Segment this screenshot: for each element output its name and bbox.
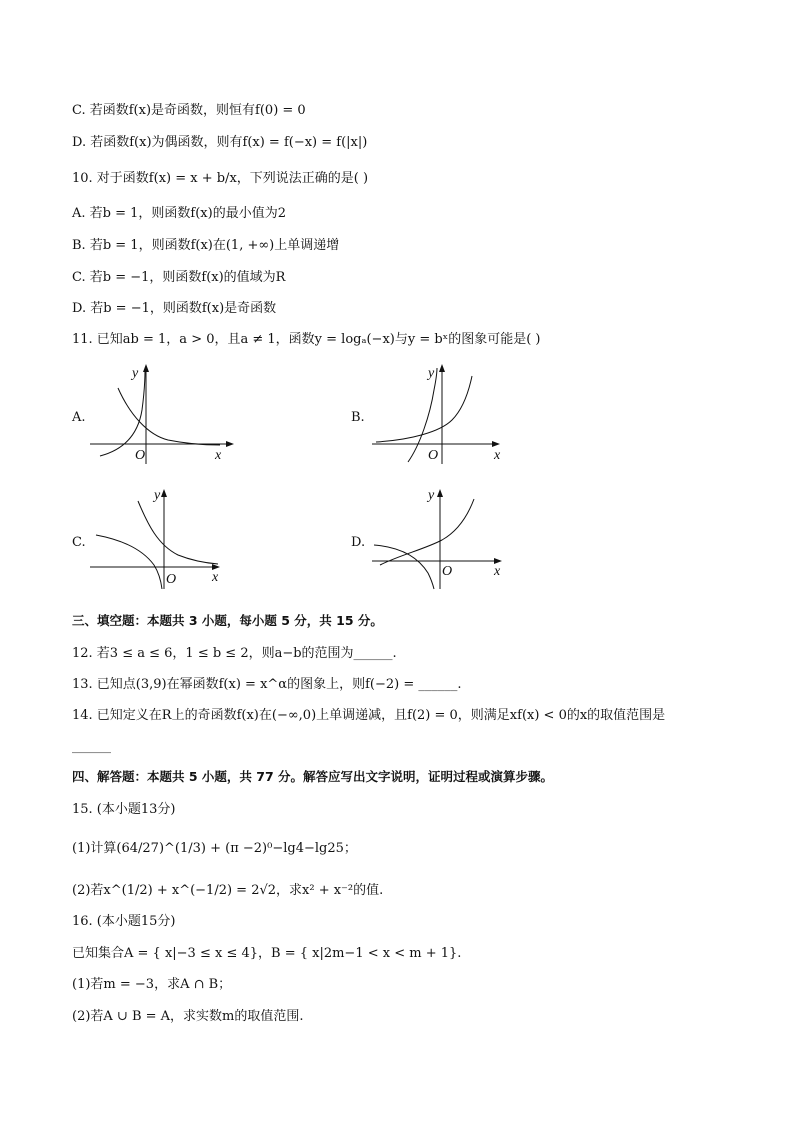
graph-d [370, 485, 520, 590]
graph-d-origin: O [442, 564, 453, 579]
section-4-heading: 四、解答题：本题共 5 小题，共 77 分。解答应写出文字说明，证明过程或演算步骤。 [72, 769, 554, 784]
q13: 13. 已知点(3,9)在幂函数f(x) = x^α的图象上，则f(−2) = ______. [72, 677, 462, 692]
graph-d-x-label: x [494, 564, 501, 579]
graph-d-label: D. [351, 535, 366, 550]
section-3-heading: 三、填空题：本题共 3 小题，每小题 5 分，共 15 分。 [72, 613, 383, 628]
q10-option-b: B. 若b = 1，则函数f(x)在(1, +∞)上单调递增 [72, 238, 340, 253]
graph-c-origin: O [166, 572, 177, 587]
q14-blank: ______ [72, 739, 111, 754]
q14: 14. 已知定义在R上的奇函数f(x)在(−∞,0)上单调递减，且f(2) = 0，则满足xf(x) < 0的x的取值范围是 [72, 708, 666, 723]
q16-stem: 已知集合A = { x|−3 ≤ x ≤ 4}，B = { x|2m−1 < x < m + 1}. [72, 946, 462, 961]
graph-c-x-label: x [212, 570, 219, 585]
q16-head: 16. (本小题15分) [72, 914, 176, 929]
q10-option-c: C. 若b = −1，则函数f(x)的值域为R [72, 270, 286, 285]
graph-c-y-label: y [154, 488, 161, 503]
q16-part2: (2)若A ∪ B = A，求实数m的取值范围. [72, 1009, 304, 1024]
graph-b-x-label: x [494, 448, 501, 463]
graph-b-origin: O [428, 448, 439, 463]
graph-a [88, 360, 238, 465]
q15-part2: (2)若x^(1/2) + x^(−1/2) = 2√2，求x² + x⁻²的值. [72, 883, 384, 898]
graph-c-label: C. [72, 535, 86, 550]
q15-part1: (1)计算(64/27)^(1/3) + (π −2)⁰−lg4−lg25； [72, 841, 357, 856]
graph-b-label: B. [351, 410, 365, 425]
graph-b-y-label: y [428, 366, 435, 381]
graph-b [370, 360, 520, 465]
graph-a-origin: O [135, 448, 146, 463]
q16-part1: (1)若m = −3，求A ∩ B； [72, 977, 232, 992]
graph-a-x-label: x [215, 448, 222, 463]
graph-c [88, 485, 238, 590]
q9-option-c: C. 若函数f(x)是奇函数，则恒有f(0) = 0 [72, 103, 306, 118]
q10-option-d: D. 若b = −1，则函数f(x)是奇函数 [72, 301, 277, 316]
graph-a-label: A. [72, 410, 86, 425]
q10-option-a: A. 若b = 1，则函数f(x)的最小值为2 [72, 206, 286, 221]
q11-stem: 11. 已知ab = 1，a > 0，且a ≠ 1，函数y = logₐ(−x)与y = bˣ的图象可能是( ) [72, 332, 541, 347]
graph-a-y-label: y [132, 366, 139, 381]
q12: 12. 若3 ≤ a ≤ 6，1 ≤ b ≤ 2，则a−b的范围为______. [72, 646, 397, 661]
q9-option-d: D. 若函数f(x)为偶函数，则有f(x) = f(−x) = f(|x|) [72, 135, 368, 150]
graph-d-y-label: y [428, 488, 435, 503]
q10-stem: 10. 对于函数f(x) = x + b/x，下列说法正确的是( ) [72, 171, 369, 186]
q15-head: 15. (本小题13分) [72, 802, 176, 817]
